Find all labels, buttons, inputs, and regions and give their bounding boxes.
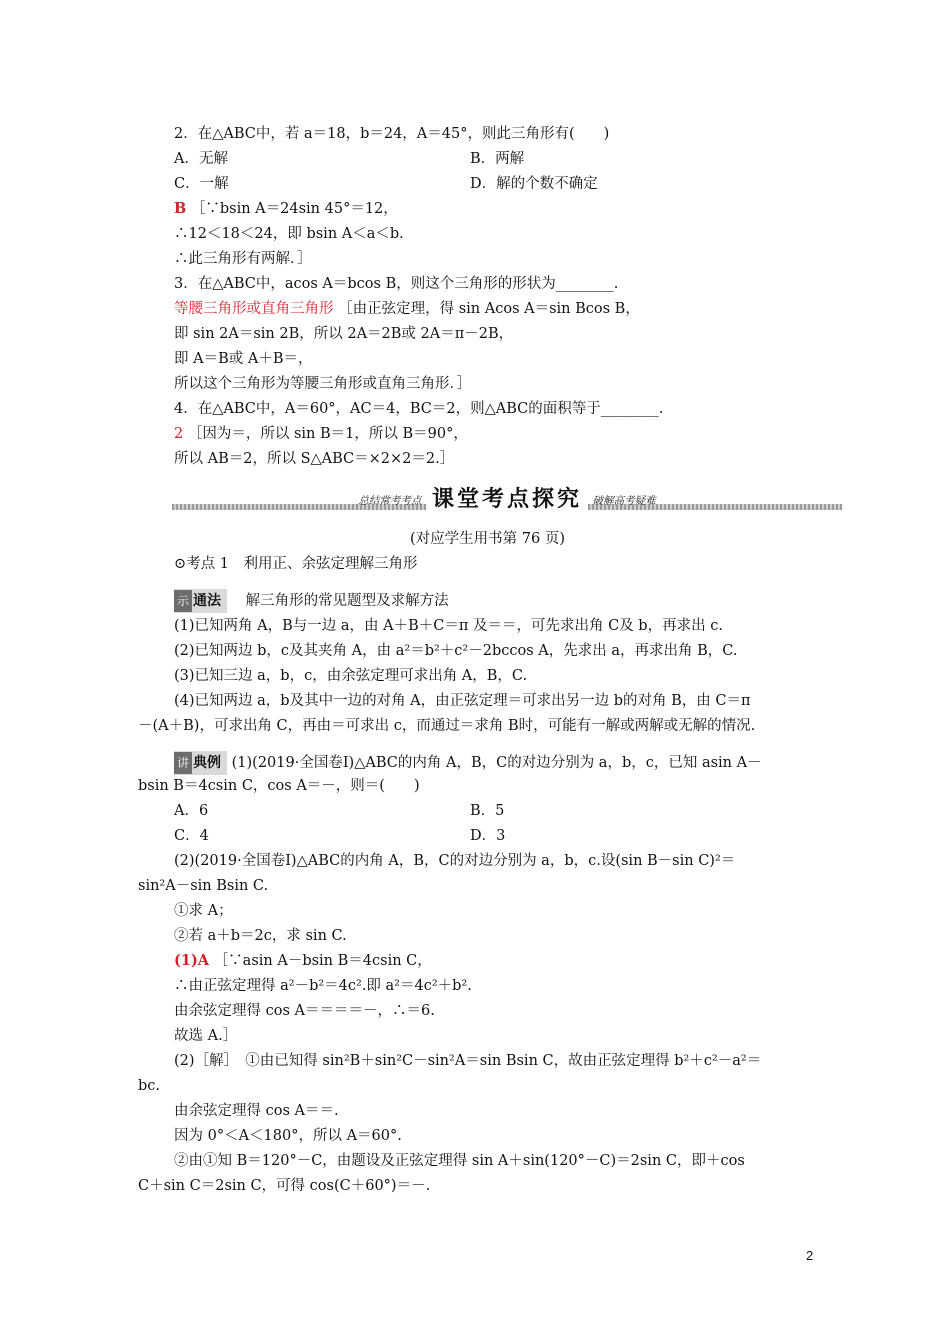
page-number: 2 [806, 1248, 814, 1263]
dianli-option-b: B．5 [470, 803, 505, 819]
q4-solution-line1 [174, 424, 468, 444]
q2-option-c: C．一解 [174, 176, 229, 192]
dianli-line1 [174, 751, 762, 775]
tongfa-line1: (1)已知两角 A，B与一边 a，由 A＋B＋C＝π 及＝＝，可先求出角 C及 b，再求出 c. [174, 618, 723, 634]
q2-solution-line2: ∴12＜18＜24，即 bsin A＜a＜b. [174, 226, 404, 242]
q2-option-d: D．解的个数不确定 [470, 176, 598, 192]
dianli-tag-char: 讲 [174, 752, 192, 774]
q4-solution-line2: 所以 AB＝2，所以 S△ABC＝×2×2＝2.］ [174, 451, 455, 467]
q2-stem: 2．在△ABC中，若 a＝18，b＝24，A＝45°，则此三角形有( ) [174, 126, 610, 142]
dianli-part2-line1: (2)(2019·全国卷Ⅰ)△ABC的内角 A，B，C的对边分别为 a，b，c.设(sin B－sin C)²＝ [174, 853, 736, 869]
q2-answer: B [174, 200, 187, 217]
dianli-solution-line9: ②由①知 B＝120°－C，由题设及正弦定理得 sin A＋sin(120°－C)＝2sin C，即＋cos [174, 1153, 745, 1169]
banner-right-text: 破解高考疑难 [592, 495, 656, 507]
banner-left-text: 总结常考考点 [358, 495, 422, 507]
dianli-solution-line3: 由余弦定理得 cos A＝＝＝＝－，∴＝6. [174, 1003, 435, 1019]
dianli-option-a: A．6 [174, 803, 209, 819]
kaodian-heading: ⊙考点 1 利用正、余弦定理解三角形 [174, 556, 418, 572]
tongfa-line5: －(A＋B)，可求出角 C，再由＝可求出 c，而通过＝求角 B时，可能有一解或两解或无解的情况. [138, 718, 756, 734]
section-banner [172, 482, 842, 516]
dianli-solution-text1: ［∵asin A－bsin B＝4csin C， [213, 953, 432, 969]
banner-title: 课堂考点探究 [426, 487, 588, 512]
tongfa-line2: (2)已知两边 b，c及其夹角 A，由 a²＝b²＋c²－2bccos A，先求出 a，再求出角 B，C. [174, 643, 738, 659]
q4-stem: 4．在△ABC中，A＝60°，AC＝4，BC＝2，则△ABC的面积等于________. [174, 401, 664, 417]
tongfa-title: 解三角形的常见题型及求解方法 [245, 593, 449, 609]
q2-solution-text1: ［∵bsin A＝24sin 45°＝12， [190, 201, 398, 217]
dianli-subq2: ②若 a＋b＝2c，求 sin C. [174, 928, 347, 944]
dianli-part2-line2: sin²A－sin Bsin C. [138, 878, 269, 894]
dianli-solution-line7: 由余弦定理得 cos A＝＝. [174, 1103, 339, 1119]
dianli-solution-line10: C＋sin C＝2sin C，可得 cos(C＋60°)＝－. [138, 1178, 431, 1194]
dianli-solution-line2: ∴由正弦定理得 a²－b²＝4c².即 a²＝4c²＋b². [174, 978, 472, 994]
book-reference: (对应学生用书第 76 页) [410, 531, 565, 547]
dianli-text1: (1)(2019·全国卷Ⅰ)△ABC的内角 A，B，C的对边分别为 a，b，c，已知 asin A－ [231, 755, 762, 771]
dianli-subq1: ①求 A； [174, 903, 233, 919]
q3-answer: 等腰三角形或直角三角形 [174, 301, 334, 317]
dianli-solution-line1 [174, 951, 432, 971]
tongfa-tag-char: 示 [174, 590, 192, 612]
dianli-label: 典例 [193, 755, 222, 771]
dianli-solution-line4: 故选 A.］ [174, 1028, 238, 1044]
dianli-badge [174, 751, 227, 775]
q2-solution-line3: ∴此三角形有两解．］ [174, 251, 312, 267]
tongfa-line4: (4)已知两边 a，b及其中一边的对角 A，由正弦定理＝可求出另一边 b的对角 B，由 C＝π [174, 693, 751, 709]
tongfa-label: 通法 [193, 593, 222, 609]
q2-option-b: B．两解 [470, 151, 525, 167]
q2-option-a: A．无解 [174, 151, 228, 167]
q3-solution-line4: 所以这个三角形为等腰三角形或直角三角形．］ [174, 376, 472, 392]
q3-solution-text1: ［由正弦定理，得 sin Acos A＝sin Bcos B， [338, 301, 640, 317]
dianli-solution-line8: 因为 0°＜A＜180°，所以 A＝60°. [174, 1128, 402, 1144]
tongfa-line3: (3)已知三边 a，b，c，由余弦定理可求出角 A，B，C. [174, 668, 528, 684]
dianli-line2: bsin B＝4csin C，cos A＝－，则＝( ) [138, 778, 420, 794]
q4-solution-text1: ［因为＝，所以 sin B＝1，所以 B＝90°， [187, 426, 468, 442]
q4-answer: 2 [174, 426, 184, 442]
dianli-option-d: D．3 [470, 828, 506, 844]
dianli-option-c: C．4 [174, 828, 209, 844]
tongfa-heading [174, 589, 449, 613]
q3-solution-line3: 即 A＝B或 A＋B＝， [174, 351, 313, 367]
dianli-solution-line5: (2)［解］ ①由已知得 sin²B＋sin²C－sin²A＝sin Bsin C，故由正弦定理得 b²＋c²－a²＝ [174, 1053, 762, 1069]
dianli-answer: (1)A [174, 952, 210, 969]
q3-solution-line2: 即 sin 2A＝sin 2B，所以 2A＝2B或 2A＝π－2B， [174, 326, 514, 342]
q3-solution-line1 [174, 299, 640, 319]
dianli-solution-line6: bc. [138, 1078, 161, 1094]
tongfa-badge [174, 589, 227, 613]
q2-solution-line1 [174, 199, 398, 219]
q3-stem: 3．在△ABC中，acos A＝bcos B，则这个三角形的形状为________. [174, 276, 619, 292]
